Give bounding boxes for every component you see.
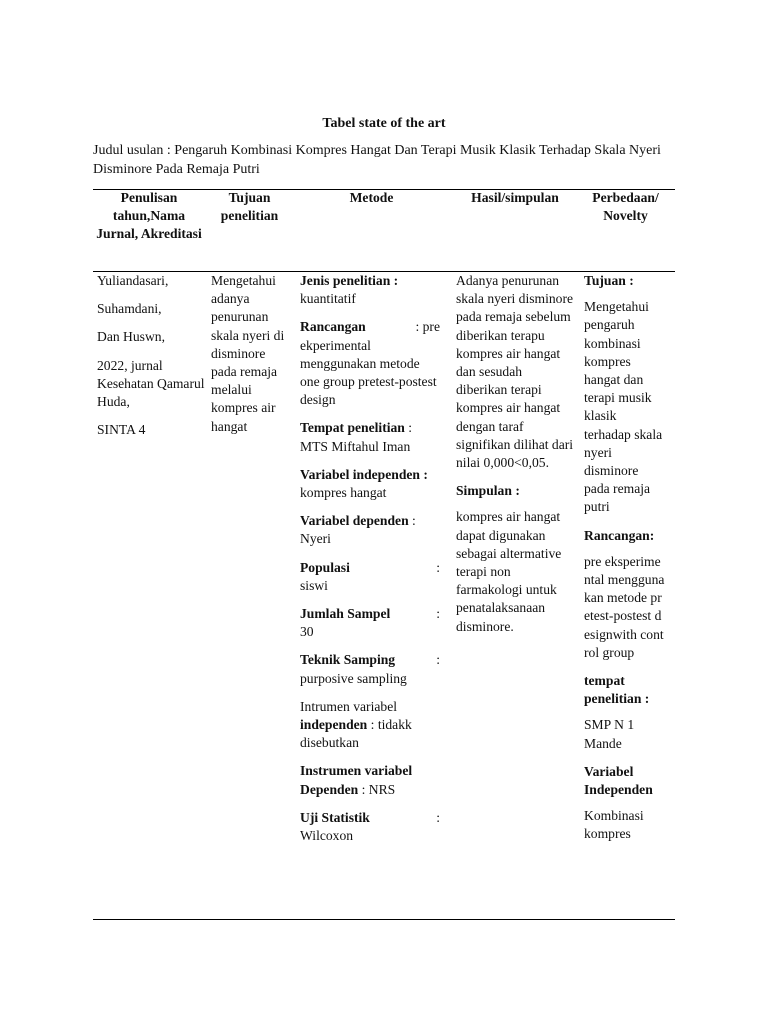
sample-sep: : (436, 606, 440, 622)
proposal-title: Judul usulan : Pengaruh Kombinasi Kompres Hangat Dan Terapi Musik Klasik Terhadap Skala Nyeri Disminore Pada Remaja Putri (93, 143, 661, 177)
method-type (300, 272, 440, 308)
cell-novelty (584, 272, 666, 854)
accreditation: SINTA 4 (97, 422, 146, 438)
sampling-label: Teknik Samping (300, 652, 396, 668)
cell-result (456, 272, 574, 646)
method-dependent-var (300, 512, 440, 548)
method-type-label: Jenis penelitian : (300, 273, 399, 288)
cell-author (97, 272, 205, 449)
header-result: Hasil/simpulan (471, 190, 559, 205)
method-independent-var (300, 466, 440, 502)
author-name: Dan Huswn, (97, 329, 165, 345)
author-name: Suhamdani, (97, 301, 162, 317)
header-novelty: Perbedaan/ Novelty (592, 190, 659, 224)
novelty-objective-text: Mengetahui pengaruh kombinasi kompres hangat dan terapi musik klasik terhadap skala nyeri disminore pada remaja putri (584, 299, 663, 515)
dependent-var-sep: : (408, 513, 416, 529)
novelty-variable-label: Variabel Independen (584, 763, 653, 798)
instrument-prefix: Intrumen variabel (300, 698, 398, 714)
method-location-label: Tempat penelitian (300, 420, 405, 436)
novelty-design-label: Rancangan: (584, 527, 655, 543)
novelty-design-text: pre eksperimental menggunakan metode pretest-postest designwith control group (584, 553, 665, 660)
result-text: Adanya penurunan skala nyeri disminore pada remaja sebelum diberikan terapu kompres air hangat dan sesudah diberikan terapi kompres air hangat dengan taraf signifikan dilihat dari nilai 0,000<0,05. (456, 273, 574, 471)
objective-text: Mengetahui adanya penurunan skala nyeri di disminore pada remaja melalui kompres air hangat (211, 273, 285, 434)
dependent-var-label: Variabel dependen (300, 513, 409, 529)
journal-info: 2022, jurnal Kesehatan Qamarul Huda, (97, 357, 205, 410)
header-method: Metode (349, 190, 394, 205)
method-design-label: Rancangan (300, 319, 366, 335)
header-objective: Tujuan penelitian (220, 190, 279, 224)
independent-var-value: kompres hangat (300, 485, 387, 501)
method-design (300, 318, 440, 409)
instrument-dependent-label: Instrumen variabel Dependen (300, 763, 413, 797)
statistic-label: Uji Statistik (300, 809, 370, 825)
method-type-value: kuantitatif (300, 291, 356, 307)
instrument-dependent-value: : NRS (358, 781, 396, 797)
method-instrument-independent (300, 698, 440, 753)
method-location (300, 419, 440, 455)
header-author: Penulisan tahun,Nama Jurnal, Akreditasi (96, 190, 202, 242)
population-value: siswi (300, 577, 328, 593)
independent-var-label: Variabel independen : (300, 466, 428, 482)
table-bottom-rule (93, 919, 675, 920)
dependent-var-value: Nyeri (300, 531, 331, 547)
method-design-sep: : pre (415, 319, 440, 335)
novelty-objective-label: Tujuan : (584, 273, 634, 288)
novelty-location-text: SMP N 1 Mande (584, 717, 635, 751)
sample-label: Jumlah Sampel (300, 606, 391, 622)
method-instrument-dependent (300, 762, 440, 798)
population-sep: : (436, 559, 440, 575)
author-name: Yuliandasari, (97, 273, 169, 288)
novelty-variable-text: Kombinasi kompres (584, 808, 644, 842)
sampling-sep: : (436, 652, 440, 668)
cell-method (300, 272, 440, 855)
cell-objective (211, 272, 291, 446)
sampling-value: purposive sampling (300, 670, 407, 686)
population-label: Populasi (300, 559, 350, 575)
method-location-sep: : (404, 420, 413, 436)
page-title: Tabel state of the art (322, 116, 446, 131)
statistic-sep: : (436, 809, 440, 825)
conclusion-text: kompres air hangat dapat digunakan sebagai altermative terapi non farmakologi untuk penatalaksanaan disminore. (456, 509, 562, 634)
sample-value: 30 (300, 624, 314, 640)
method-design-value: ekperimental menggunakan metode one group pretest-postest design (300, 337, 437, 408)
instrument-independent-value: : tidakk disebutkan (300, 717, 412, 751)
conclusion-label: Simpulan : (456, 483, 520, 499)
method-population (300, 559, 440, 595)
novelty-location-label: tempat penelitian : (584, 673, 650, 707)
method-sample (300, 605, 440, 641)
method-location-value: MTS Miftahul Iman (300, 438, 411, 454)
method-sampling (300, 651, 440, 687)
statistic-value: Wilcoxon (300, 828, 354, 844)
method-statistic (300, 809, 440, 845)
instrument-independent-label: independen (300, 717, 368, 733)
